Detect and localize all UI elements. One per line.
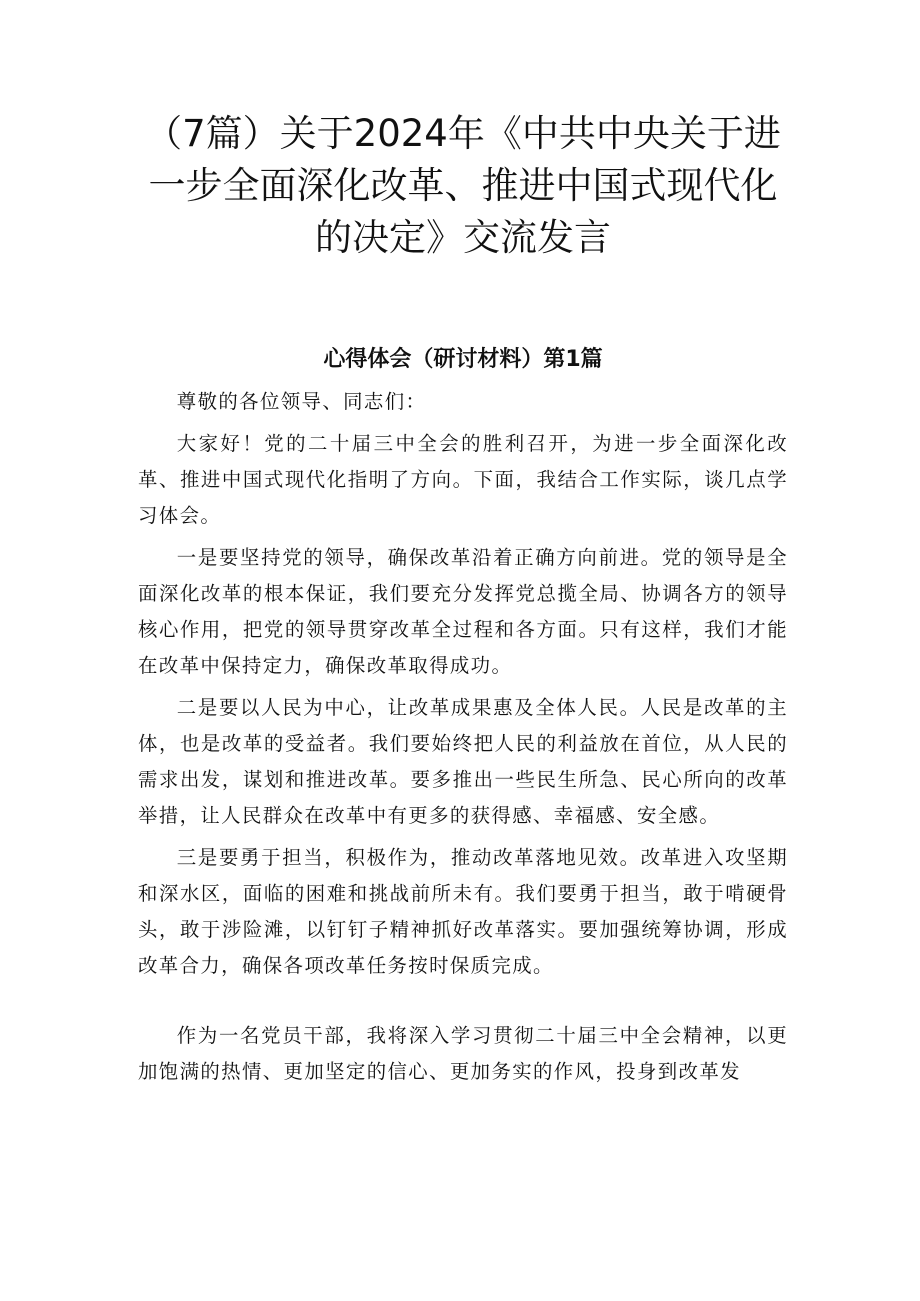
paragraph-point-three: 三是要勇于担当，积极作为，推动改革落地见效。改革进入攻坚期和深水区，面临的困难和挑战前所未有。我们要勇于担当，敢于啃硬骨头，敢于涉险滩，以钉钉子精神抓好改革落实。要加强统筹协调，形成改革合力，确保各项改革任务按时保质完成。	[138, 846, 788, 977]
paragraph-point-two: 二是要以人民为中心，让改革成果惠及全体人民。人民是改革的主体，也是改革的受益者。我们要始终把人民的利益放在首位，从人民的需求出发，谋划和推进改革。要多推出一些民生所急、民心所向的改革举措，让人民群众在改革中有更多的获得感、幸福感、安全感。	[138, 696, 788, 827]
salutation: 尊敬的各位领导、同志们：	[176, 390, 427, 413]
paragraph-point-one: 一是要坚持党的领导，确保改革沿着正确方向前进。党的领导是全面深化改革的根本保证，我们要充分发挥党总揽全局、协调各方的领导核心作用，把党的领导贯穿改革全过程和各方面。只有这样，我们才能在改革中保持定力，确保改革取得成功。	[138, 546, 788, 677]
section-title: 心得体会（研讨材料）第1篇	[323, 347, 603, 372]
paragraph-closing: 作为一名党员干部，我将深入学习贯彻二十届三中全会精神，以更加饱满的热情、更加坚定的信心、更加务实的作风，投身到改革发	[138, 1024, 788, 1083]
paragraph-greeting: 大家好！党的二十届三中全会的胜利召开，为进一步全面深化改革、推进中国式现代化指明了方向。下面，我结合工作实际，谈几点学习体会。	[138, 432, 788, 527]
document-title: （7篇）关于2024年《中共中央关于进一步全面深化改革、推进中国式现代化的决定》交流发言	[145, 112, 781, 259]
document-body	[138, 384, 788, 1090]
